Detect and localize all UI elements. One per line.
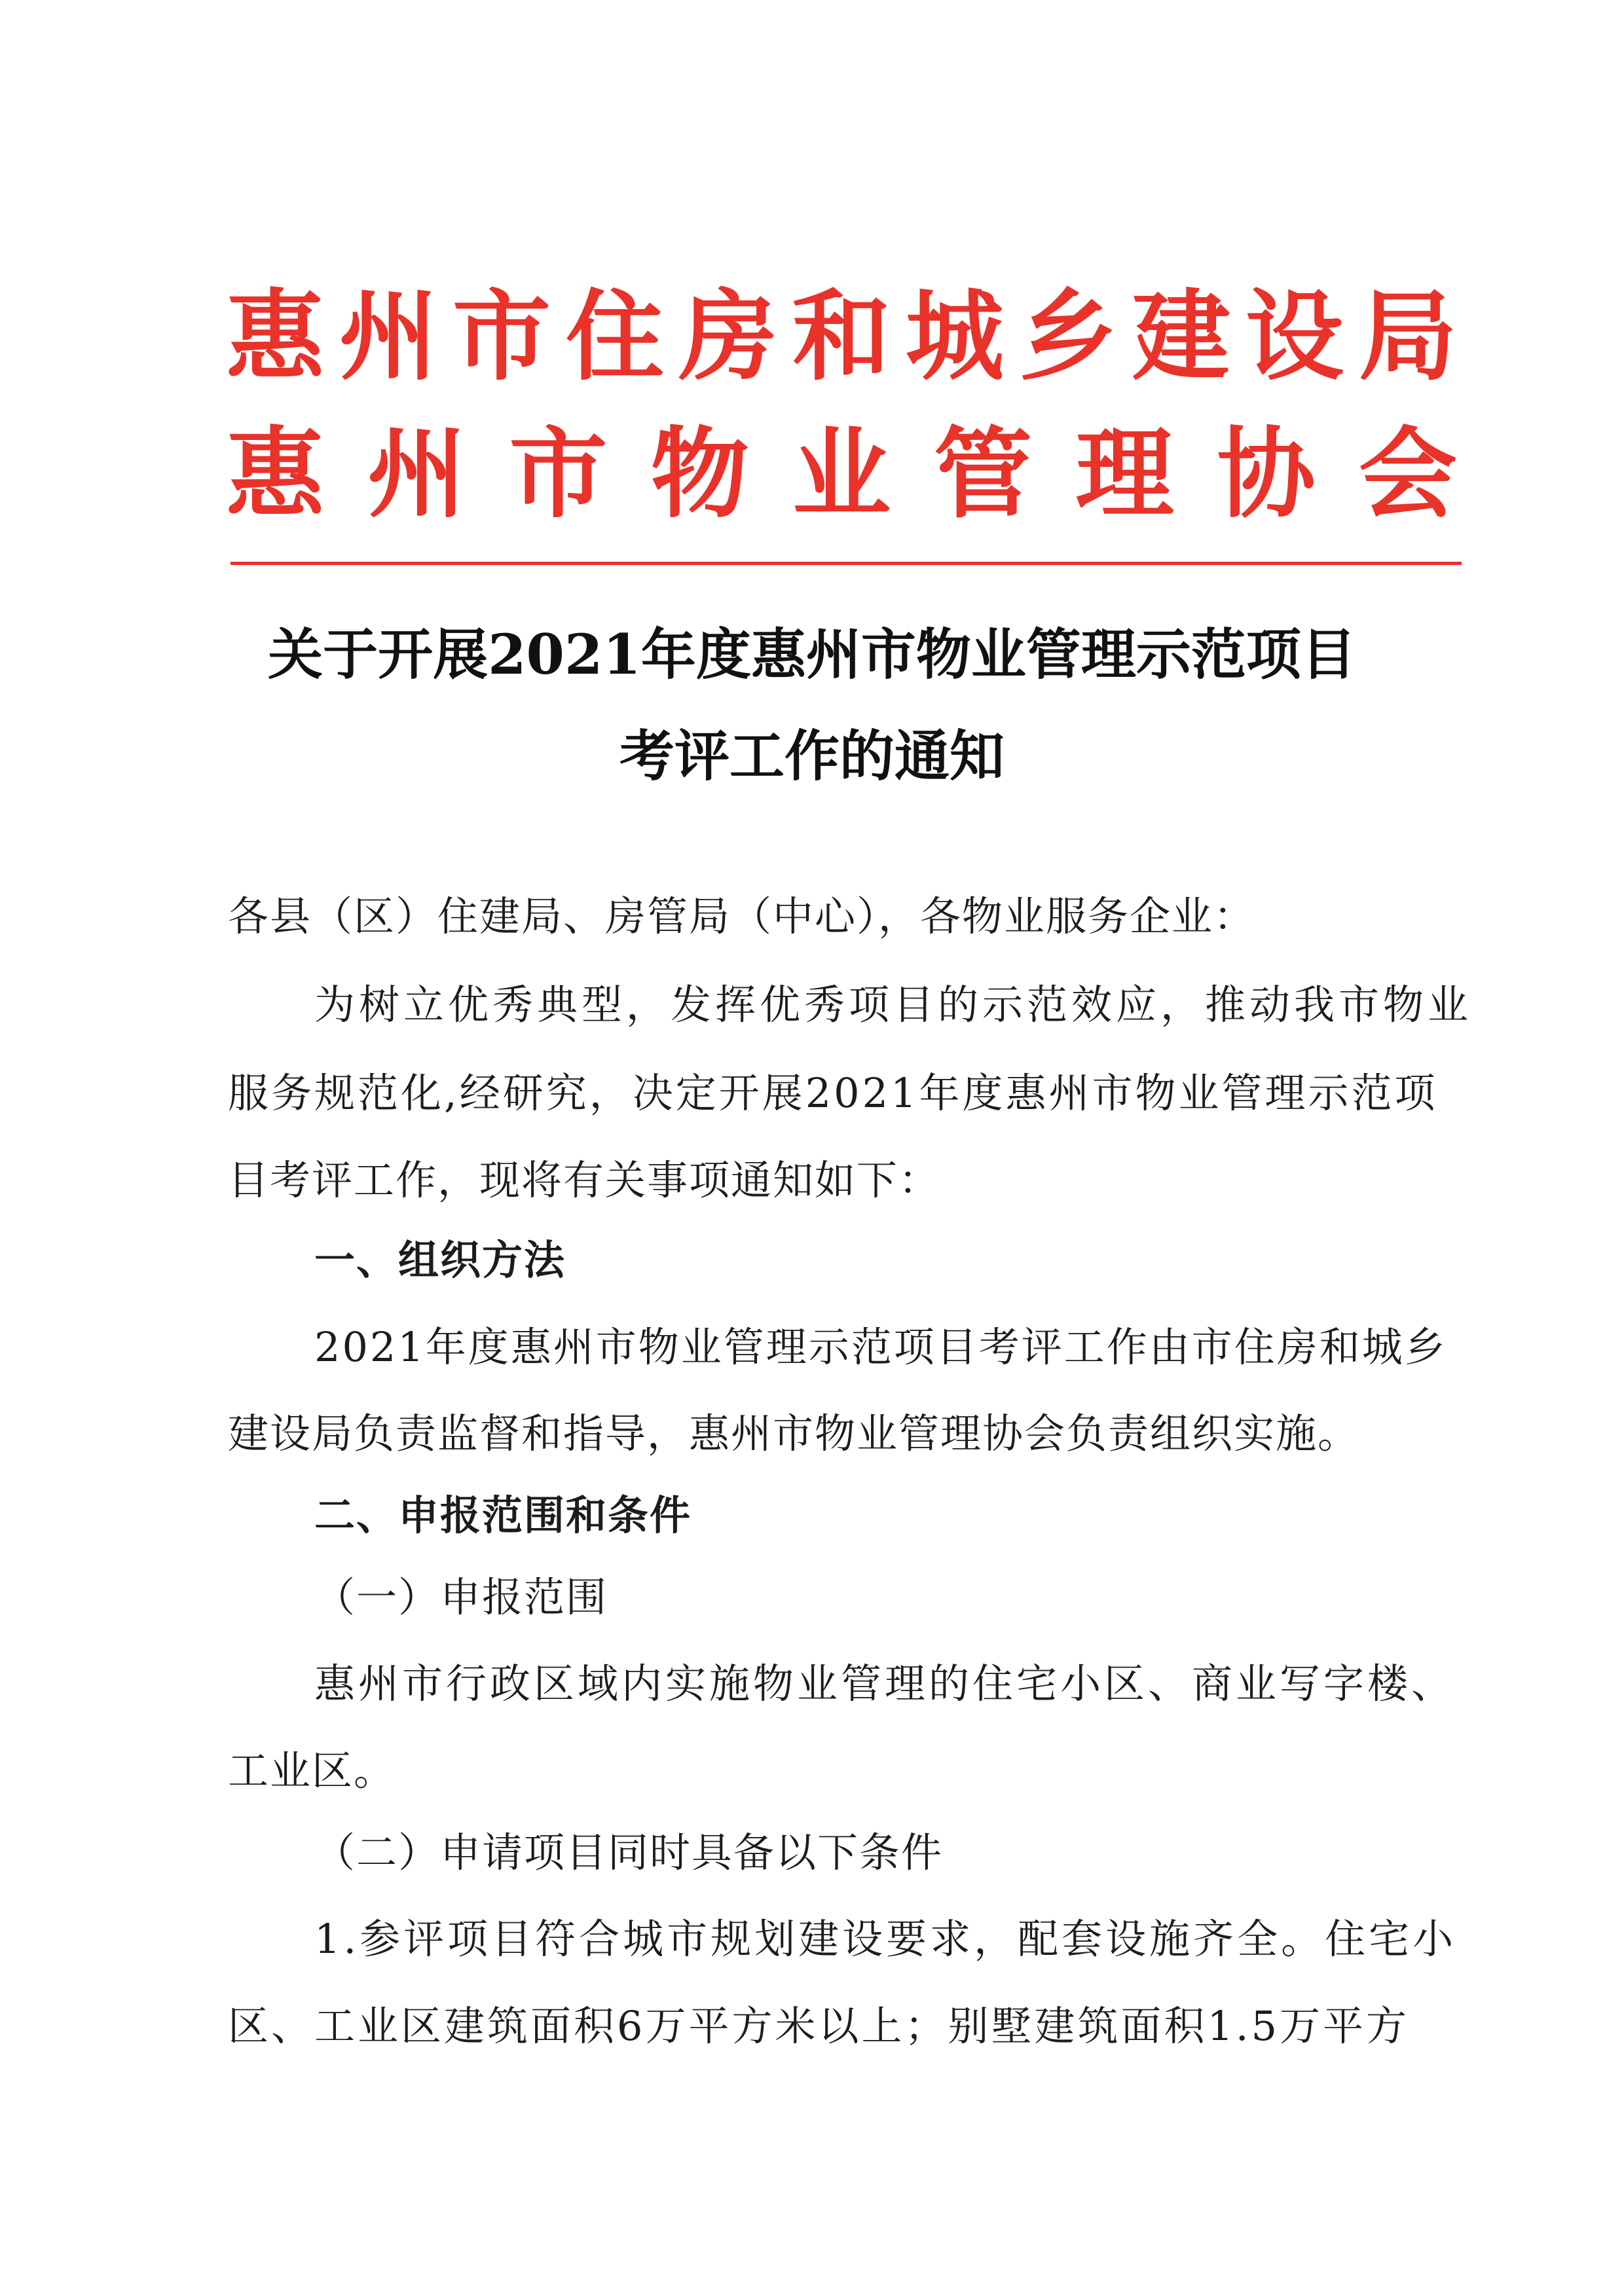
intro-line-1: 为树立优秀典型，发挥优秀项目的示范效应，推动我市物业: [314, 981, 1473, 1029]
document-title-line-1: 关于开展2021年度惠州市物业管理示范项目: [268, 622, 1356, 687]
letterhead-char: 住: [565, 280, 664, 394]
intro-line-2: 服务规范化,经研究，决定开展2021年度惠州市物业管理示范项: [228, 1069, 1438, 1117]
letterhead-char: 市: [452, 280, 551, 394]
letterhead-char: 会: [1358, 418, 1457, 532]
letterhead-char: 市: [509, 418, 608, 532]
letterhead-char: 管: [934, 418, 1033, 532]
letterhead-divider: [231, 562, 1462, 565]
letterhead-char: 和: [792, 280, 891, 394]
letterhead-char: 协: [1217, 418, 1316, 532]
section-1-line-2: 建设局负责监督和指导，惠州市物业管理协会负责组织实施。: [228, 1410, 1360, 1457]
letterhead-char: 惠: [226, 280, 325, 394]
letterhead-char: 城: [905, 280, 1004, 394]
letterhead-char: 惠: [226, 418, 325, 532]
section-1-line-1: 2021年度惠州市物业管理示范项目考评工作由市住房和城乡: [314, 1323, 1447, 1371]
section-2-sub-2-line-2: 区、工业区建筑面积6万平方米以上；别墅建筑面积1.5万平方: [228, 2002, 1410, 2050]
document-title-line-2: 考评工作的通知: [619, 723, 1005, 788]
section-2-sub-1-line-2: 工业区。: [228, 1747, 396, 1795]
letterhead-char: 建: [1132, 280, 1230, 394]
section-2-sub-2-heading: （二）申请项目同时具备以下条件: [314, 1829, 944, 1876]
letterhead-char: 物: [650, 418, 749, 532]
intro-line-3: 目考评工作，现将有关事项通知如下：: [228, 1156, 941, 1204]
letterhead-char: 局: [1358, 280, 1457, 394]
section-2-sub-1-line-1: 惠州市行政区域内实施物业管理的住宅小区、商业写字楼、: [314, 1660, 1456, 1707]
letterhead-char: 理: [1075, 418, 1174, 532]
section-2-sub-2-line-1: 1.参评项目符合城市规划建设要求，配套设施齐全。住宅小: [314, 1915, 1457, 1963]
letterhead-char: 房: [678, 280, 777, 394]
letterhead-char: 州: [339, 280, 437, 394]
section-1-heading: 一、组织方法: [314, 1236, 566, 1284]
letterhead-char: 业: [792, 418, 891, 532]
salutation: 各县（区）住建局、房管局（中心），各物业服务企业：: [228, 892, 1256, 940]
section-2-heading: 二、申报范围和条件: [314, 1491, 692, 1539]
letterhead-char: 州: [367, 418, 466, 532]
section-2-sub-1-heading: （一）申报范围: [314, 1573, 608, 1621]
letterhead-char: 设: [1245, 280, 1344, 394]
letterhead-char: 乡: [1018, 280, 1117, 394]
letterhead-org-1: [226, 282, 1457, 393]
letterhead-org-2: [226, 419, 1457, 530]
